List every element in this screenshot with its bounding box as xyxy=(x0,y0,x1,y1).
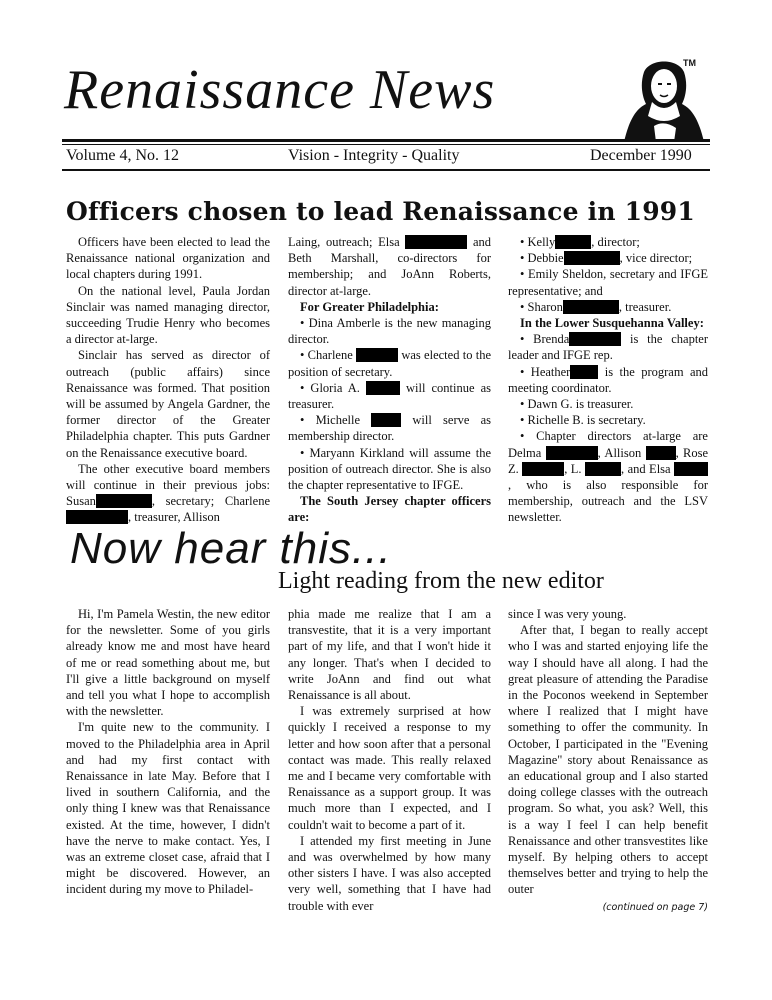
redaction-bar xyxy=(371,413,401,427)
volume-number: Volume 4, No. 12 xyxy=(66,147,180,164)
masthead-title: Renaissance News xyxy=(64,59,496,121)
redaction-bar xyxy=(356,348,398,362)
trademark-mark: TM xyxy=(683,58,696,68)
continued-note: (continued on page 7) xyxy=(602,901,708,913)
redaction-bar xyxy=(564,251,620,265)
issue-date: December 1990 xyxy=(590,147,692,164)
list-item: • Dina Amberle is the new managing director. xyxy=(288,316,491,347)
redaction-bar xyxy=(546,446,598,460)
masthead-rule-top xyxy=(62,139,710,142)
redaction-bar xyxy=(674,462,708,476)
redaction-bar xyxy=(569,332,621,346)
motto: Vision - Integrity - Quality xyxy=(288,147,460,164)
paragraph: I'm quite new to the community. I moved to the Philadelphia area in April and had my first contact with Renaissance in late May. Before that I lived in southern California, and the only thing I knew was that Renaissance existed. At the time, however, I didn't have the nerve to make contact. Yes, I was an extreme closet case, afraid that I might be discovered. However, an incident during my move to Philadel- xyxy=(66,720,270,897)
redaction-bar xyxy=(563,300,619,314)
list-item: • Debbie , vice director; xyxy=(520,251,693,266)
paragraph: Sinclair has served as director of outreach (public affairs) since Renaissance was formed. That position will be assumed by Angela Gardner, the former director of the Greater Philadelphia chapter. This puts Gardner on the Renaissance executive board. xyxy=(66,348,270,460)
section-heading: In the Lower Susquehanna Valley: xyxy=(520,316,704,331)
article-column-1 xyxy=(66,606,270,898)
redaction-bar xyxy=(585,462,621,476)
redaction-bar xyxy=(96,494,152,508)
section-heading: The South Jersey chapter officers are: xyxy=(288,494,491,525)
paragraph: The other executive board members will continue in their previous jobs: Susan , secretary; Charlene , treasurer, Allison xyxy=(66,461,270,525)
redaction-bar xyxy=(570,365,598,379)
masthead-rule-bottom xyxy=(62,169,710,171)
article-column-3 xyxy=(508,234,708,526)
paragraph: Laing, outreach; Elsa and Beth Marshall, co-directors for membership; and JoAnn Roberts, director at-large. xyxy=(288,235,491,298)
redaction-bar xyxy=(405,235,467,249)
redaction-bar xyxy=(522,462,564,476)
paragraph: I was extremely surprised at how quickly I received a response to my letter and how soon after that a personal contact was made. This really relaxed me and I became very comfortable with Renaissance as a support group. It was much more than I expected, and I couldn't wait to become a part of it. xyxy=(288,704,491,832)
list-item: • Dawn G. is treasurer. xyxy=(520,397,634,412)
article-column-2 xyxy=(288,606,491,914)
redaction-bar xyxy=(646,446,676,460)
list-item: • Maryann Kirkland will assume the position of outreach director. She is also the chapter representative to IFGE. xyxy=(288,445,491,493)
list-item: • Brenda is the chapter leader and IFGE rep. xyxy=(508,332,708,363)
list-item: • Charlene was elected to the position of secretary. xyxy=(288,348,492,379)
list-item: • Sharon , treasurer. xyxy=(520,299,672,314)
list-item: • Emily Sheldon, secretary and IFGE representative; and xyxy=(508,267,708,298)
article-column-1 xyxy=(66,234,270,526)
masthead-rule-thin xyxy=(62,144,710,145)
article-column-2 xyxy=(288,234,491,526)
list-item: • Richelle B. is secretary. xyxy=(520,413,646,428)
paragraph: phia made me realize that I am a transvestite, that it is a very important part of my life, and that I won't hide it any longer. That's when I decided to write JoAnn and find out what Renaissance is all about. xyxy=(288,607,491,703)
list-item: • Kelly , director; xyxy=(520,235,640,249)
section-heading: For Greater Philadelphia: xyxy=(300,299,439,314)
mona-lisa-portrait-icon xyxy=(624,56,704,142)
paragraph: After that, I began to really accept who I was and started enjoying life the way I should have all along. I had the great pleasure of attending the Paradise in the Poconos weekend in September where I realized that I might have something to offer the community. In October, I participated in the "Evening Magazine" story about Renaissance as an educational group and I also started doing college classes with the outreach program. So what, you ask? Well, this is a way I feel I can help benefit Renaissance and other transvestites like myself. By helping others to accept themselves better and trying to help the outer xyxy=(508,623,708,897)
redaction-bar xyxy=(366,381,400,395)
redaction-bar xyxy=(555,235,591,249)
list-item: • Chapter directors at-large are Delma , Allison , Rose Z. , L. , and Elsa , who is also responsible for membership, outreach and the LSV newsletter. xyxy=(508,429,709,525)
list-item: • Gloria A. will continue as treasurer. xyxy=(288,380,492,412)
paragraph: since I was very young. xyxy=(508,607,627,621)
list-item: • Michelle will serve as membership director. xyxy=(288,413,492,444)
paragraph: Officers have been elected to lead the Renaissance national organization and local chapters during 1991. xyxy=(66,235,270,282)
article-headline: Now hear this... xyxy=(70,524,392,573)
paragraph: I attended my first meeting in June and was overwhelmed by how many other sisters I have. I was also accepted very well, something that I have had trouble with ever xyxy=(288,833,491,913)
paragraph: On the national level, Paula Jordan Sinclair was named managing director, succeeding Trudie Henry who becomes a director at-large. xyxy=(66,283,270,347)
article-subheadline: Light reading from the new editor xyxy=(278,568,604,594)
redaction-bar xyxy=(66,510,128,524)
article-headline: Officers chosen to lead Renaissance in 1991 xyxy=(66,197,695,226)
list-item: • Heather is the program and meeting coordinator. xyxy=(508,364,708,395)
article-column-3 xyxy=(508,606,708,916)
paragraph: Hi, I'm Pamela Westin, the new editor for the newsletter. Some of you girls already know me and most have heard of me or read something about me, but I'll give a little background on myself and tell you what I hope to accomplish with the newsletter. xyxy=(66,607,270,719)
